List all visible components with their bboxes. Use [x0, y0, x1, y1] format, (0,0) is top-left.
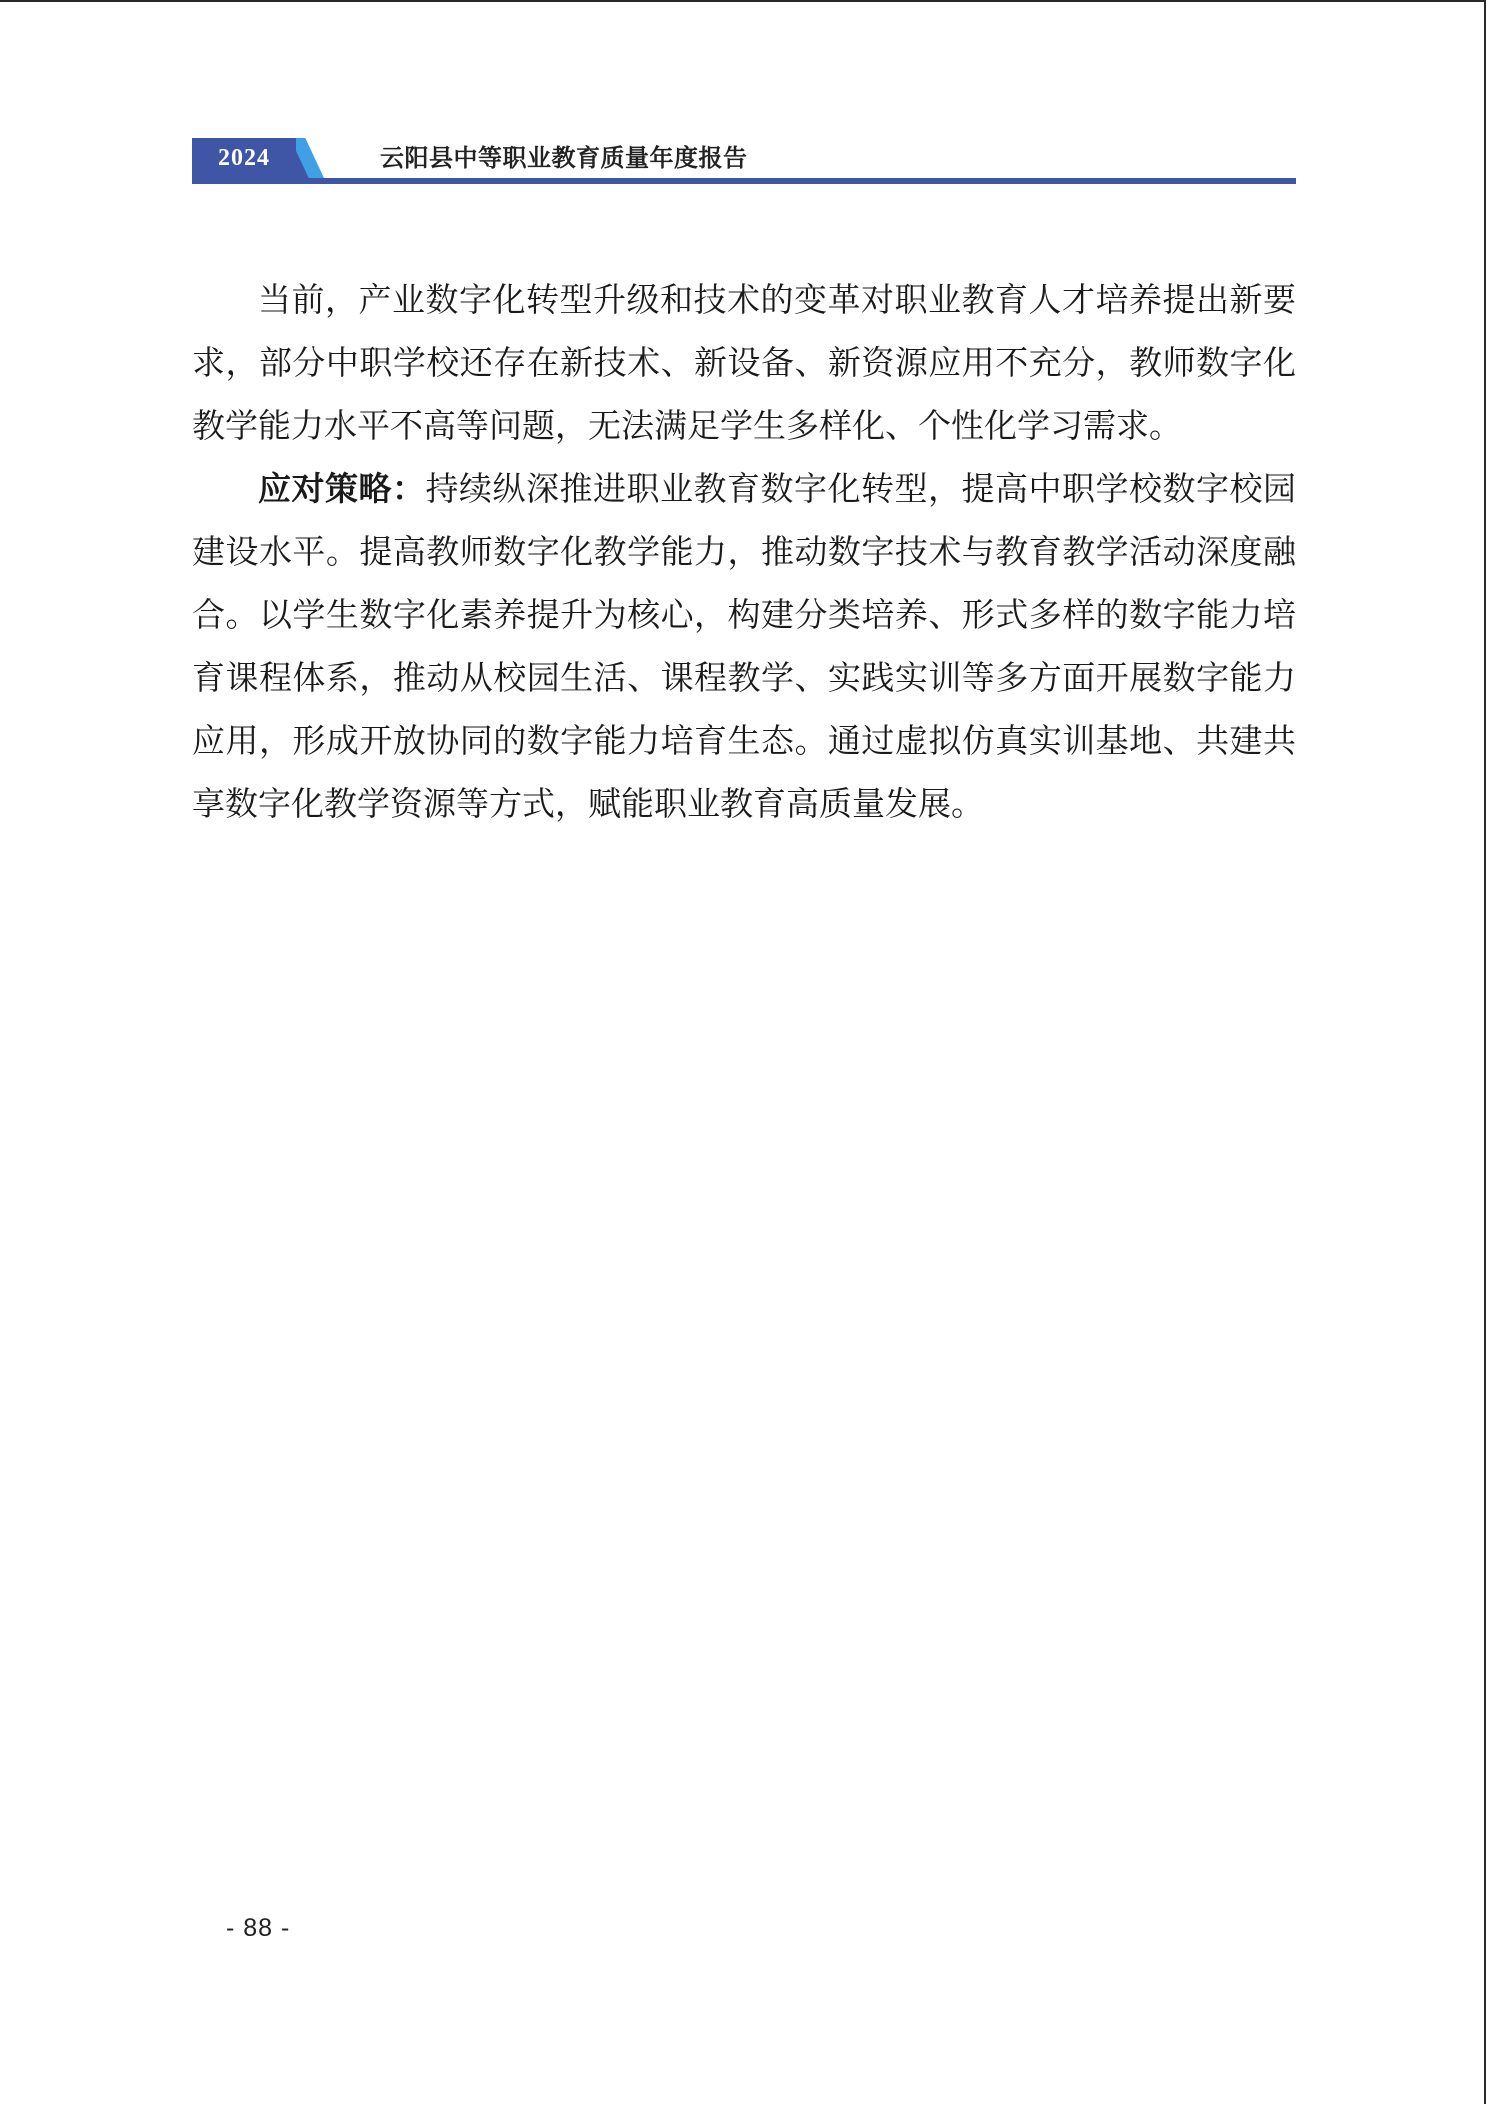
paragraph-current-situation: 当前，产业数字化转型升级和技术的变革对职业教育人才培养提出新要求，部分中职学校还存在新技术、新设备、新资源应用不充分，教师数字化教学能力水平不高等问题，无法满足学生多样化、个性化学习需求。	[192, 280, 1296, 445]
strategy-text: 持续纵深推进职业教育数字化转型，提高中职学校数字校园建设水平。提高教师数字化教学能力，推动数字技术与教育教学活动深度融合。以学生数字化素养提升为核心，构建分类培养、形式多样的数字能力培育课程体系，推动从校园生活、课程教学、实践实训等多方面开展数字能力应用，形成开放协同的数字能力培育生态。通过虚拟仿真实训基地、共建共享数字化教学资源等方式，赋能职业教育高质量发展。	[192, 469, 1296, 823]
paragraph-strategy	[192, 457, 1296, 835]
strategy-label: 应对策略：	[258, 469, 426, 508]
running-header	[192, 138, 1296, 184]
header-report-title: 云阳县中等职业教育质量年度报告	[380, 143, 748, 172]
page-content	[192, 268, 1296, 835]
header-year-badge: 2024	[192, 138, 296, 178]
header-rule	[192, 178, 1296, 184]
page-number: - 88 -	[226, 1914, 291, 1942]
